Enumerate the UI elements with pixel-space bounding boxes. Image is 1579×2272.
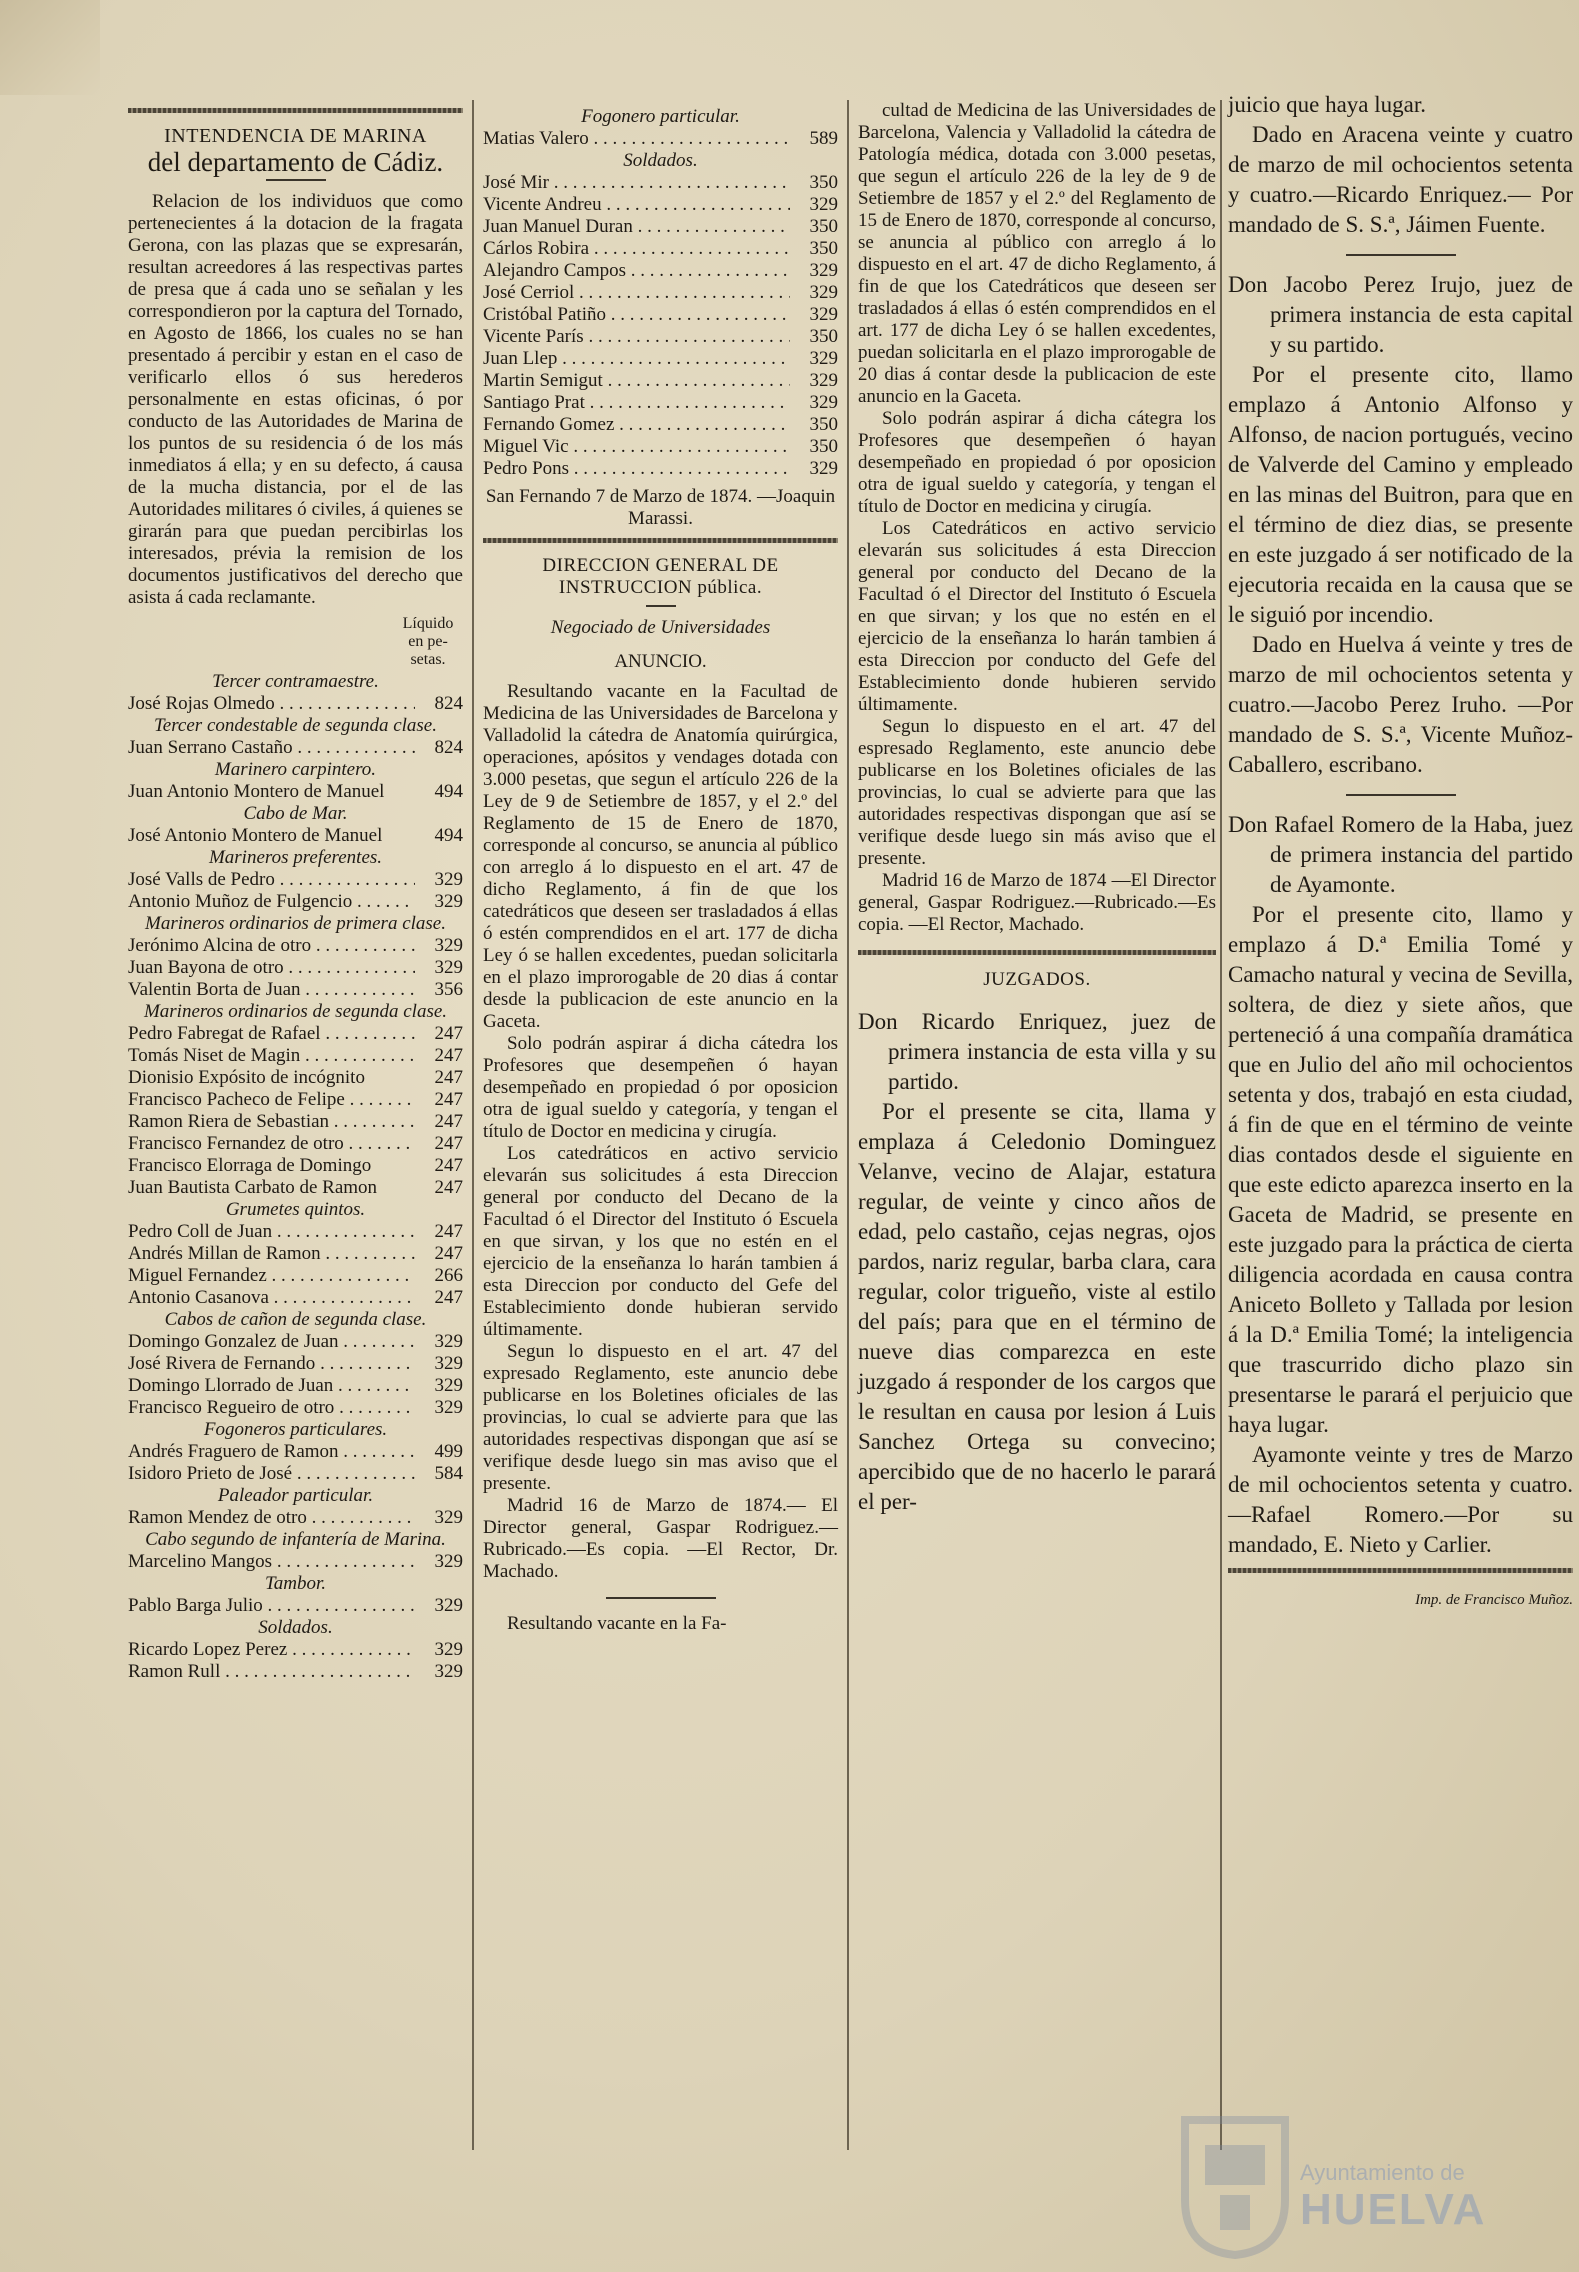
divider	[1346, 794, 1456, 796]
crew-list-continued	[483, 106, 838, 480]
paragraph: Resultando vacante en la Facultad de Medicina de las Universidades de Barcelona y Valladolid la cátedra de Anatomía quirúrgica, operaciones, apósitos y vendages dotada con 3.000 pesetas, que segun el artículo 226 de la Ley de 9 de Setiembre de 1857, y el 2.º del Reglamento de 15 de Enero de 1870, corresponde al concurso, se anuncia al público con arreglo á lo dispuesto en el art. 47 de dicho Reglamento, á fin de que los catedráticos que deseen ser trasladados á ellas ó estén comprendidos en el art. 177 de dicha Ley ó se hallen excedentes, puedan solicitarla en el plazo improrogable de 20 dias á contar desde la publicacion de este anuncio en la Gaceta.	[483, 681, 838, 1032]
crew-row	[483, 282, 838, 304]
watermark-line-2: HUELVA	[1300, 2185, 1487, 2234]
section-title: DIRECCION GENERAL DE INSTRUCCION pública.	[542, 555, 779, 598]
crew-name: José Valls de Pedro . . .	[128, 869, 415, 891]
crew-row	[483, 414, 838, 436]
crew-name: Martin Semigut . . .	[483, 370, 790, 392]
crew-row	[128, 1111, 463, 1133]
crew-amount: 589	[809, 128, 838, 149]
list-signature: San Fernando 7 de Marzo de 1874. —Joaquin Marassi.	[485, 486, 836, 529]
crew-row	[128, 1287, 463, 1309]
crew-name: Ramon Rull . . .	[128, 1661, 415, 1683]
intro-paragraph: Relacion de los individuos que como pertenecientes á la dotacion de la fragata Gerona, con las plazas que se expresarán, resultan acreedores á las respectivas partes de presa que á cada uno se señalan y les correspondieron por la captura del Tornado, en Agosto de 1866, los cuales no se han presentado á percibir y estan en el caso de verificarlo ellos ó sus herederos personalmente en estas oficinas, ó por conducto de las Autoridades de Marina de los puntos de su residencia ó de los más inmediatos á ella; y en su defecto, á causa de la mucha distancia, por el de las Autoridades militares ó civiles, á quienes se girarán para que puedan percibirlas los interesados, prévia la remision de los documentos justificativos del derecho que asista á cada reclamante.	[128, 191, 463, 608]
crew-name: Cristóbal Patiño . . .	[483, 304, 790, 326]
crew-row	[483, 326, 838, 348]
crew-amount: 329	[809, 260, 838, 281]
crew-amount: 247	[434, 1045, 463, 1066]
rank-heading: Soldados.	[623, 150, 698, 171]
crew-amount: 329	[434, 891, 463, 912]
crew-row	[128, 781, 463, 803]
crew-name: Juan Bautista Carbato de Ramon	[128, 1177, 378, 1198]
section-rule	[858, 950, 1216, 955]
crew-row	[128, 1243, 463, 1265]
crew-name: Francisco Pacheco de Felipe . . .	[128, 1089, 415, 1111]
crew-row	[128, 1133, 463, 1155]
section-subtitle: del departamento de Cádiz.	[147, 147, 444, 177]
crew-amount: 824	[434, 693, 463, 714]
crew-amount: 247	[434, 1089, 463, 1110]
crew-name: José Mir . . .	[483, 172, 790, 194]
crew-amount: 329	[434, 957, 463, 978]
rank-heading: Marineros ordinarios de primera clase.	[145, 913, 446, 934]
rank-heading: Tambor.	[264, 1573, 327, 1594]
crew-amount: 329	[434, 1331, 463, 1352]
crew-amount: 329	[434, 1375, 463, 1396]
court-notice-signature: Ayamonte veinte y tres de Marzo de mil ochocientos setenta y cuatro.—Rafael Romero.—Por su mandado, E. Nieto y Carlier.	[1228, 1442, 1573, 1557]
crew-amount: 329	[434, 1595, 463, 1616]
crew-row	[128, 1265, 463, 1287]
rank-heading: Tercer condestable de segunda clase.	[153, 715, 437, 736]
column-rule	[847, 100, 849, 2150]
notice-signature: Dado en Aracena veinte y cuatro de marzo de mil ochocientos setenta y cuatro.—Ricardo Enriquez.— Por mandado de S. S.ª, Jáimen Fuente.	[1228, 122, 1573, 237]
crew-name: Valentin Borta de Juan . . .	[128, 979, 415, 1001]
divider	[646, 605, 676, 607]
crew-amount: 329	[434, 1551, 463, 1572]
crew-row	[128, 1155, 463, 1177]
crew-name: Miguel Fernandez . . .	[128, 1265, 415, 1287]
crew-row	[483, 304, 838, 326]
court-notice-body: Por el presente se cita, llama y emplaza á Celedonio Dominguez Velanve, vecino de Alajar, estatura regular, de veinte y cinco años de edad, pelo castaño, cejas negras, ojos pardos, nariz regular, barba clara, cara regular, color trigueño, viste al estilo del país; para que en el término de nueve dias comparezca en este juzgado á responder de los cargos que le resultan en causa por lesion á Luis Sanchez Ortega su convecino; apercibido que de no hacerlo le parará el per-	[858, 1099, 1216, 1514]
crew-amount: 329	[809, 392, 838, 413]
announcement-continued: Resultando vacante en la Fa-	[507, 1613, 727, 1634]
coat-of-arms-watermark-icon	[1175, 2110, 1295, 2260]
paragraph: cultad de Medicina de las Universidades de Barcelona, Valencia y Valladolid la cátedra de Patología médica, dotada con 3.000 pesetas, que segun el artículo 226 de la ley de 9 de Setiembre de 1857 y el 2.º del Reglamento de 15 de Enero de 1870, corresponde al concurso, se anuncia al público con arreglo á lo dispuesto en el art. 47 de dicho Reglamento, á fin de que los Catedráticos que deseen ser trasladados á ellas ó estén comprendidos en el art. 177 de dicha Ley ó se hallen excedentes, puedan solicitarla en el plazo improrogable de 20 dias á contar desde la publicacion de este anuncio en la Gaceta.	[858, 100, 1216, 407]
rank-heading: Fogoneros particulares.	[203, 1419, 388, 1440]
crew-row	[128, 1089, 463, 1111]
crew-row	[128, 1023, 463, 1045]
paragraph: Madrid 16 de Marzo de 1874 —El Director general, Gaspar Rodriguez.—Rubricado.—Es copia. —El Rector, Machado.	[858, 870, 1216, 935]
court-notice-heading: Don Jacobo Perez Irujo, juez de primera instancia de esta capital y su partido.	[1228, 272, 1573, 357]
crew-amount: 247	[434, 1177, 463, 1198]
crew-amount: 329	[434, 1507, 463, 1528]
crew-row	[128, 1221, 463, 1243]
paragraph: Los catedráticos en activo servicio elevarán sus solicitudes á esta Direccion general por conducto del Decano de la Facultad ó el Director del Instituto ó Escuela en que sirvan, y los que no estén en el ejercicio de la enseñanza lo harán tambien á esta Direccion por conducto del Gefe del Establecimiento donde hubieran servido últimamente.	[483, 1143, 838, 1340]
crew-name: Juan Bayona de otro . . .	[128, 957, 415, 979]
crew-amount: 329	[809, 304, 838, 325]
crew-name: Ramon Mendez de otro . . .	[128, 1507, 415, 1529]
crew-row	[483, 260, 838, 282]
crew-row	[128, 1177, 463, 1199]
rank-heading: Cabo segundo de infantería de Marina.	[145, 1529, 446, 1550]
crew-name: Juan Llep . . .	[483, 348, 790, 370]
crew-row	[483, 172, 838, 194]
section-subtitle: Negociado de Universidades	[550, 617, 771, 638]
crew-name: Francisco Regueiro de otro . . .	[128, 1397, 415, 1419]
archive-watermark	[1300, 2160, 1486, 2234]
crew-amount: 494	[434, 825, 463, 846]
crew-name: Pedro Coll de Juan . . .	[128, 1221, 415, 1243]
crew-name: Miguel Vic . . .	[483, 436, 790, 458]
crew-amount: 499	[434, 1441, 463, 1462]
crew-name: Juan Antonio Montero de Manuel	[128, 781, 385, 802]
crew-amount: 266	[434, 1265, 463, 1286]
crew-name: Dionisio Expósito de incógnito	[128, 1067, 365, 1088]
crew-name: Santiago Prat . . .	[483, 392, 790, 414]
crew-amount: 329	[434, 869, 463, 890]
crew-name: Antonio Muñoz de Fulgencio . . .	[128, 891, 415, 913]
divider	[266, 179, 326, 181]
rank-heading: Marineros preferentes.	[208, 847, 383, 868]
column-rule	[1220, 100, 1222, 2150]
crew-row	[128, 825, 463, 847]
crew-amount: 247	[434, 1067, 463, 1088]
crew-name: Vicente Andreu . . .	[483, 194, 790, 216]
crew-name: Ricardo Lopez Perez . . .	[128, 1639, 415, 1661]
crew-name: Francisco Elorraga de Domingo	[128, 1155, 372, 1176]
crew-row	[483, 348, 838, 370]
amount-column-header: Líquido en pe- setas.	[402, 615, 454, 668]
crew-name: Andrés Millan de Ramon . . .	[128, 1243, 415, 1265]
crew-amount: 329	[809, 194, 838, 215]
court-notice-body: Por el presente cito, llamo emplazo á Antonio Alfonso y Alfonso, de nacion portugués, vecino de Valverde del Camino y empleado en las minas del Buitron, para que en el término de diez dias, se presente en este juzgado á ser notificado de la ejecutoria recaida en la causa que se le siguió por incendio.	[1228, 362, 1573, 627]
divider	[1346, 254, 1456, 256]
crew-row	[128, 869, 463, 891]
page-corner-fold	[0, 0, 100, 95]
rank-heading: Grumetes quintos.	[225, 1199, 366, 1220]
announcement-body	[858, 100, 1216, 936]
crew-row	[128, 935, 463, 957]
crew-name: Isidoro Prieto de José . . .	[128, 1463, 415, 1485]
paragraph: Solo podrán aspirar á dicha cátedra los Profesores que desempeñen ó hayan desempeñado en propiedad ó por oposicion otra de igual sueldo y categoría, y tengan el título de Doctor en medicina y cirugía.	[483, 1033, 838, 1142]
paragraph: Solo podrán aspirar á dicha cátegra los Profesores que desempeñen ó hayan desempeñado en propiedad ó por oposicion otra de igual sueldo y categoría, y tengan el título de Doctor en medicina y cirugía.	[858, 408, 1216, 517]
crew-amount: 329	[434, 935, 463, 956]
crew-amount: 247	[434, 1221, 463, 1242]
paragraph: Segun lo dispuesto en el art. 47 del espresado Reglamento, este anuncio debe publicarse en los Boletines oficiales de las provincias, lo cual se advierte para que las autoridades respectivas dispongan que así se verifique desde luego sin más aviso que el presente.	[858, 716, 1216, 869]
crew-name: Matias Valero . . .	[483, 128, 790, 150]
crew-amount: 350	[809, 436, 838, 457]
section-title: JUZGADOS.	[983, 969, 1091, 990]
crew-name: Alejandro Campos . . .	[483, 260, 790, 282]
column-2	[483, 106, 838, 1635]
section-title: INTENDENCIA DE MARINA	[164, 125, 427, 147]
crew-name: José Rojas Olmedo . . .	[128, 693, 415, 715]
rank-heading: Paleador particular.	[217, 1485, 374, 1506]
rank-heading: Marineros ordinarios de segunda clase.	[143, 1001, 448, 1022]
divider	[606, 1597, 716, 1599]
crew-row	[128, 1067, 463, 1089]
court-notice-signature: Dado en Huelva á veinte y tres de marzo de mil ochocientos setenta y cuatro.—Jacobo Perez Iruho. —Por mandado de S. S.ª, Vicente Muñoz-Caballero, escribano.	[1228, 632, 1573, 777]
rank-heading: Fogonero particular.	[581, 106, 740, 127]
crew-row	[483, 216, 838, 238]
crew-name: Francisco Fernandez de otro . . .	[128, 1133, 415, 1155]
crew-row	[128, 891, 463, 913]
crew-row	[128, 1595, 463, 1617]
crew-name: Pedro Fabregat de Rafael . . .	[128, 1023, 415, 1045]
crew-row	[128, 1661, 463, 1683]
crew-name: Juan Manuel Duran . . .	[483, 216, 790, 238]
crew-amount: 329	[809, 370, 838, 391]
paragraph: Madrid 16 de Marzo de 1874.— El Director general, Gaspar Rodriguez.—Rubricado.—Es copia. —El Rector, Dr. Machado.	[483, 1495, 838, 1582]
column-3	[858, 100, 1216, 1517]
crew-name: Fernando Gomez . . .	[483, 414, 790, 436]
crew-amount: 350	[809, 172, 838, 193]
column-rule	[472, 100, 474, 2150]
court-notice-body: Por el presente cito, llamo y emplazo á D.ª Emilia Tomé y Camacho natural y vecina de Sevilla, soltera, de diez y siete años, que perteneció á una compañía dramática que en Julio del año mil ochocientos setenta y dos, trabajó en esta ciudad, á fin de que en el término de veinte dias contados desde el siguiente en que este edicto aparezca inserto en la Gaceta de Madrid, se presente en este juzgado para la práctica de cierta diligencia acordada en causa contra Aniceto Bolleto y Tallada por lesion á la D.ª Emilia Tomé; la inteligencia que trascurrido dicho plazo sin presentarse le parará el perjuicio que haya lugar.	[1228, 902, 1573, 1437]
crew-row	[128, 1397, 463, 1419]
crew-amount: 824	[434, 737, 463, 758]
crew-row	[483, 194, 838, 216]
section-rule	[128, 108, 463, 113]
crew-amount: 329	[434, 1397, 463, 1418]
crew-amount: 350	[809, 216, 838, 237]
announcement-body	[483, 681, 838, 1583]
crew-amount: 329	[434, 1661, 463, 1682]
crew-row	[128, 1331, 463, 1353]
crew-name: Tomás Niset de Magin . . .	[128, 1045, 415, 1067]
crew-amount: 247	[434, 1133, 463, 1154]
rank-heading: Marinero carpintero.	[214, 759, 377, 780]
crew-name: Cárlos Robira . . .	[483, 238, 790, 260]
crew-row	[128, 979, 463, 1001]
paragraph: Los Catedráticos en activo servicio elevarán sus solicitudes á esta Direccion general por conducto del Decano de la Facultad ó el Director del Instituto ó Escuela en que sirvan; y los que no estén en el ejercicio de la enseñanza lo harán tambien á esta Direccion por conducto del Gefe del Establecimiento donde hubieren servido últimamente.	[858, 518, 1216, 715]
crew-row	[483, 392, 838, 414]
paragraph: Segun lo dispuesto en el art. 47 del expresado Reglamento, este anuncio debe publicarse en los Boletines oficiales de las provincias, lo cual se advierte para que las autoridades respectivas dispongan que así se verifique desde luego sin mas aviso que el presente.	[483, 1341, 838, 1494]
crew-amount: 247	[434, 1287, 463, 1308]
crew-amount: 329	[809, 282, 838, 303]
rank-heading: Soldados.	[258, 1617, 333, 1638]
crew-name: Pedro Pons . . .	[483, 458, 790, 480]
crew-amount: 329	[434, 1353, 463, 1374]
crew-amount: 356	[434, 979, 463, 1000]
crew-amount: 350	[809, 238, 838, 259]
crew-name: Domingo Gonzalez de Juan . . .	[128, 1331, 415, 1353]
crew-name: Pablo Barga Julio . . .	[128, 1595, 415, 1617]
crew-row	[128, 1353, 463, 1375]
crew-name: Juan Serrano Castaño . . .	[128, 737, 415, 759]
notice-ending: juicio que haya lugar.	[1228, 92, 1426, 117]
crew-row	[483, 238, 838, 260]
rank-heading: Cabos de cañon de segunda clase.	[164, 1309, 427, 1330]
crew-name: José Rivera de Fernando . . .	[128, 1353, 415, 1375]
court-notice-heading: Don Ricardo Enriquez, juez de primera instancia de esta villa y su partido.	[858, 1009, 1216, 1094]
section-rule	[1228, 1568, 1573, 1573]
crew-amount: 350	[809, 326, 838, 347]
crew-amount: 494	[434, 781, 463, 802]
crew-amount: 329	[434, 1639, 463, 1660]
column-4	[1228, 90, 1573, 1615]
crew-amount: 329	[809, 458, 838, 479]
crew-name: Vicente París . . .	[483, 326, 790, 348]
crew-amount: 247	[434, 1023, 463, 1044]
crew-row	[128, 1463, 463, 1485]
crew-row	[128, 1639, 463, 1661]
crew-row	[483, 458, 838, 480]
announcement-heading: ANUNCIO.	[614, 651, 707, 672]
crew-row	[128, 957, 463, 979]
crew-name: Antonio Casanova . . .	[128, 1287, 415, 1309]
rank-heading: Tercer contramaestre.	[212, 671, 379, 692]
crew-amount: 584	[434, 1463, 463, 1484]
crew-name: Andrés Fraguero de Ramon . . .	[128, 1441, 415, 1463]
crew-row	[128, 1551, 463, 1573]
crew-name: José Antonio Montero de Manuel	[128, 825, 383, 846]
crew-row	[128, 1507, 463, 1529]
crew-amount: 350	[809, 414, 838, 435]
crew-name: Ramon Riera de Sebastian . . .	[128, 1111, 415, 1133]
crew-name: Domingo Llorrado de Juan . . .	[128, 1375, 415, 1397]
crew-row	[128, 1441, 463, 1463]
printer-imprint: Imp. de Francisco Muñoz.	[1415, 1592, 1573, 1608]
crew-row	[483, 370, 838, 392]
watermark-line-1: Ayuntamiento de	[1300, 2160, 1465, 2185]
crew-row	[128, 1375, 463, 1397]
crew-row	[128, 737, 463, 759]
crew-row	[483, 128, 838, 150]
crew-amount: 247	[434, 1155, 463, 1176]
crew-name: José Cerriol . . .	[483, 282, 790, 304]
crew-amount: 247	[434, 1111, 463, 1132]
column-1	[128, 100, 463, 1683]
crew-row	[483, 436, 838, 458]
crew-amount: 329	[809, 348, 838, 369]
crew-name: Marcelino Mangos . . .	[128, 1551, 415, 1573]
crew-row	[128, 1045, 463, 1067]
court-notice-heading: Don Rafael Romero de la Haba, juez de primera instancia del partido de Ayamonte.	[1228, 812, 1573, 897]
crew-amount: 247	[434, 1243, 463, 1264]
rank-heading: Cabo de Mar.	[243, 803, 348, 824]
section-rule	[483, 538, 838, 543]
crew-name: Jerónimo Alcina de otro . . .	[128, 935, 415, 957]
crew-row	[128, 693, 463, 715]
crew-list	[128, 671, 463, 1683]
